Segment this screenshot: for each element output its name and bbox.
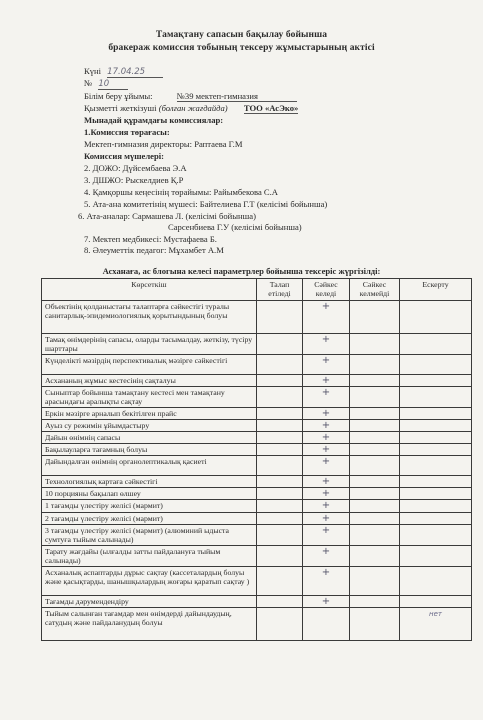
table-row (42, 408, 472, 420)
compliant-cell (303, 456, 350, 476)
table-header-row (42, 279, 472, 301)
plus-mark: + (321, 525, 331, 536)
number-label: № (84, 78, 93, 88)
commission-chair-heading: 1.Комиссия төрағасы: (84, 127, 170, 137)
criterion-cell: Тамақ өнімдерінің сапасы, оларды тасымалдау, жеткізу, түсіру шарттары (42, 334, 257, 355)
table-row (42, 375, 472, 387)
plus-mark: + (321, 334, 331, 345)
plus-mark: + (321, 355, 331, 366)
criterion-cell: Еркін мәзірге арналып бекітілген прайс (42, 408, 257, 420)
required-cell (257, 567, 303, 596)
date-row (84, 66, 163, 78)
noncompliant-cell (350, 420, 400, 432)
criterion-cell: Тарату жағдайы (ылғалды затты пайдалануға тыйым салынады) (42, 546, 257, 567)
compliant-cell (303, 500, 350, 513)
criterion-cell: Асхананың жұмыс кестесінің сақталуы (42, 375, 257, 387)
remark-cell (400, 355, 472, 375)
plus-mark: + (321, 301, 331, 312)
noncompliant-cell (350, 375, 400, 387)
noncompliant-cell (350, 432, 400, 444)
required-cell (257, 476, 303, 488)
criterion-cell: 1 тағамды үлестіру желісі (мармит) (42, 500, 257, 513)
noncompliant-cell (350, 476, 400, 488)
plus-mark: + (321, 567, 331, 578)
plus-mark: + (321, 408, 331, 419)
noncompliant-cell (350, 387, 400, 408)
compliant-cell (303, 334, 350, 355)
number-row (84, 78, 128, 90)
operator-value: ТОО «АсЭко» (243, 103, 299, 113)
noncompliant-cell (350, 408, 400, 420)
table-row (42, 355, 472, 375)
remark-cell (400, 476, 472, 488)
required-cell (257, 608, 303, 641)
required-cell (257, 432, 303, 444)
column-header: Сәйкес келмейді (350, 279, 400, 301)
compliant-cell (303, 301, 350, 334)
compliant-cell (303, 432, 350, 444)
document-title-line1: Тамақтану сапасын бақылау бойынша (155, 30, 328, 40)
required-cell (257, 375, 303, 387)
compliant-cell (303, 596, 350, 608)
plus-mark: + (321, 546, 331, 557)
remark-cell (400, 596, 472, 608)
remark-cell (400, 334, 472, 355)
plus-mark: + (321, 513, 331, 524)
member-item: 6. Ата-аналар: Сармашева Л. (келісімі бойынша) (78, 211, 256, 221)
required-cell (257, 408, 303, 420)
member-item: 5. Ата-ана комитетінің мүшесі: Байтелиева Г.Т (келісімі бойынша) (84, 199, 328, 209)
criterion-cell: Сыныптар бойынша тамақтану кестесі мен тамақтану арасындағы аралықты сақтау (42, 387, 257, 408)
column-header: Ескерту (400, 279, 472, 301)
column-header: Талап етіледі (257, 279, 303, 301)
member-item: Сарсенбиева Г.У (келісімі бойынша) (168, 222, 302, 232)
member-item: 3. ДШЖО: Рыскелдиев Қ.Р (84, 175, 184, 185)
table-row (42, 525, 472, 546)
table-row (42, 596, 472, 608)
plus-mark: + (321, 387, 331, 398)
criterion-cell: Технологиялық картаға сәйкестігі (42, 476, 257, 488)
compliant-cell (303, 513, 350, 525)
remark-cell (400, 525, 472, 546)
compliant-cell (303, 476, 350, 488)
criteria-table (41, 278, 472, 641)
criterion-cell: Тыйым салынған тағамдар мен өнімдерді дайындаудың, сатудың және пайдаланудың болуы (42, 608, 257, 641)
edu-org-value: №39 мектеп-гимназия (177, 91, 297, 102)
table-row (42, 546, 472, 567)
compliant-cell (303, 408, 350, 420)
required-cell (257, 456, 303, 476)
remark-handwriting: нет (429, 610, 442, 618)
table-body (42, 301, 472, 641)
operator-note: (болған жағдайда) (158, 103, 228, 113)
table-row (42, 387, 472, 408)
compliant-cell (303, 567, 350, 596)
noncompliant-cell (350, 488, 400, 500)
table-row (42, 513, 472, 525)
noncompliant-cell (350, 355, 400, 375)
column-header: Сәйкес келеді (303, 279, 350, 301)
table-row (42, 500, 472, 513)
remark-cell (400, 608, 472, 641)
table-row (42, 567, 472, 596)
compliant-cell (303, 444, 350, 456)
table-row (42, 334, 472, 355)
criterion-cell: 10 порцияны бақылап өлшеу (42, 488, 257, 500)
table-row (42, 420, 472, 432)
plus-mark: + (321, 488, 331, 499)
noncompliant-cell (350, 456, 400, 476)
table-row (42, 444, 472, 456)
criterion-cell: Объектінің қолданыстағы талаптарға сәйкестігі туралы санитарлық-эпидемиологиялық қорытындының болуы (42, 301, 257, 334)
remark-cell (400, 513, 472, 525)
required-cell (257, 444, 303, 456)
required-cell (257, 596, 303, 608)
plus-mark: + (321, 596, 331, 607)
compliant-cell (303, 420, 350, 432)
required-cell (257, 355, 303, 375)
remark-cell (400, 456, 472, 476)
compliant-cell (303, 355, 350, 375)
date-value: 17.04.25 (107, 67, 163, 78)
required-cell (257, 420, 303, 432)
plus-mark: + (321, 375, 331, 386)
table-row (42, 476, 472, 488)
required-cell (257, 546, 303, 567)
commission-chair: Мектеп-гимназия директоры: Раптаева Г.М (84, 139, 243, 149)
noncompliant-cell (350, 525, 400, 546)
edu-org-label: Білім беру ұйымы: (84, 91, 153, 101)
remark-cell (400, 432, 472, 444)
criterion-cell: Ауыз су режимін ұйымдастыру (42, 420, 257, 432)
remark-cell (400, 301, 472, 334)
plus-mark: + (321, 476, 331, 487)
noncompliant-cell (350, 301, 400, 334)
compliant-cell (303, 488, 350, 500)
column-header: Көрсеткіш (42, 279, 257, 301)
required-cell (257, 513, 303, 525)
plus-mark: + (321, 432, 331, 443)
remark-cell (400, 488, 472, 500)
number-value: 10 (98, 79, 128, 90)
required-cell (257, 488, 303, 500)
table-row (42, 608, 472, 641)
required-cell (257, 500, 303, 513)
date-label: Күні (84, 66, 102, 76)
remark-cell (400, 408, 472, 420)
operator-row (84, 103, 298, 114)
remark-cell (400, 500, 472, 513)
remark-cell (400, 567, 472, 596)
noncompliant-cell (350, 334, 400, 355)
criterion-cell: 3 тағамды үлестіру желісі (мармит) (алюминий ыдыста сумтуға тыйым салынады) (42, 525, 257, 546)
plus-mark: + (321, 500, 331, 511)
table-row (42, 432, 472, 444)
noncompliant-cell (350, 546, 400, 567)
criterion-cell: 2 тағамды үлестіру желісі (мармит) (42, 513, 257, 525)
plus-mark: + (321, 456, 331, 467)
compliant-cell (303, 608, 350, 641)
table-row (42, 488, 472, 500)
plus-mark: + (321, 444, 331, 455)
document-title-line2: бракераж комиссия тобының тексеру жұмыстарының актісі (108, 43, 375, 53)
required-cell (257, 301, 303, 334)
compliant-cell (303, 546, 350, 567)
compliant-cell (303, 375, 350, 387)
noncompliant-cell (350, 444, 400, 456)
edu-org-row (84, 91, 297, 102)
plus-mark: + (321, 420, 331, 431)
remark-cell (400, 387, 472, 408)
compliant-cell (303, 387, 350, 408)
table-row (42, 301, 472, 334)
operator-label: Қызметті жеткізуші (84, 103, 157, 113)
member-item: 7. Мектеп медбикесі: Мустафаева Б. (84, 234, 217, 244)
noncompliant-cell (350, 500, 400, 513)
required-cell (257, 525, 303, 546)
noncompliant-cell (350, 567, 400, 596)
remark-cell (400, 375, 472, 387)
noncompliant-cell (350, 608, 400, 641)
required-cell (257, 387, 303, 408)
criterion-cell: Бақылауларға тағамның болуы (42, 444, 257, 456)
criterion-cell: Күнделікті мәзірдің перспективалық мәзірге сәйкестігі (42, 355, 257, 375)
table-row (42, 456, 472, 476)
noncompliant-cell (350, 596, 400, 608)
member-item: 8. Әлеуметтік педагог: Мұхамбет А.М (84, 245, 224, 255)
table-title: Асханаға, ас блогына келесі параметрлер бойынша тексеріс жүргізілді: (102, 266, 381, 276)
criterion-cell: Асханалық аспаптарды дұрыс сақтау (кассеталардың болуы және қасықтарды, шанышқылардың жоғары қаратып сақтау ) (42, 567, 257, 596)
remark-cell (400, 444, 472, 456)
required-cell (257, 334, 303, 355)
criterion-cell: Тағамды дәрумендендіру (42, 596, 257, 608)
commission-heading: Мынадай құрамдағы комиссиялар: (84, 115, 224, 125)
remark-cell (400, 420, 472, 432)
compliant-cell (303, 525, 350, 546)
member-item: 4. Қамқоршы кеңесінің төрайымы: Райымбекова С.А (84, 187, 279, 197)
remark-cell (400, 546, 472, 567)
criterion-cell: Дайын өнімнің сапасы (42, 432, 257, 444)
noncompliant-cell (350, 513, 400, 525)
members-heading: Комиссия мүшелері: (84, 151, 165, 161)
criterion-cell: Дайындалған өнімнің органолептикалық қасиеті (42, 456, 257, 476)
member-item: 2. ДОЖО: Дүйсембаева Э.А (84, 163, 187, 173)
